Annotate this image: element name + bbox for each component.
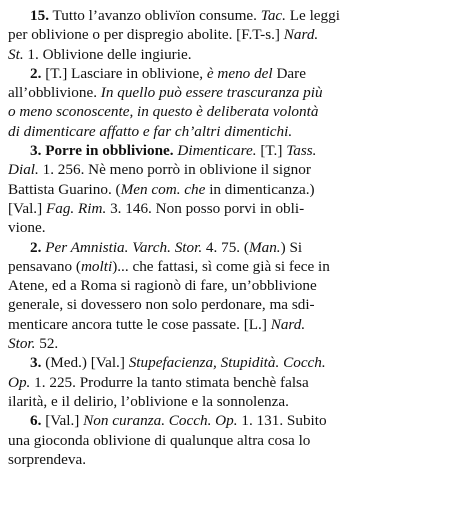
text-run: (Med.) [Val.]	[41, 354, 129, 372]
text-run: di dimenticare affatto e far ch’altri dimentichi.	[8, 122, 293, 140]
dictionary-entry	[8, 64, 461, 141]
text-run: [Val.]	[41, 412, 84, 430]
text-run: St.	[8, 45, 24, 63]
text-run: Battista Guarino. (	[8, 180, 121, 198]
text-run: Le leggi	[285, 7, 340, 24]
text-run: ilarità, e il delirio, l’oblivione e la sonnolenza.	[8, 392, 289, 410]
entry-line	[8, 64, 461, 83]
entry-line	[8, 431, 461, 450]
text-run: Op.	[8, 373, 31, 391]
text-run: per oblivione o per dispregio abolite. [F.T-s.]	[8, 26, 284, 44]
entry-line	[8, 450, 461, 469]
text-run: Fag. Rim.	[45, 199, 107, 217]
text-run: 52.	[35, 335, 59, 353]
text-run: Tac.	[260, 7, 286, 24]
entry-line	[8, 45, 461, 64]
entry-line	[8, 315, 461, 334]
entry-line	[8, 160, 461, 179]
entry-line	[8, 295, 461, 314]
text-run: 4. 75. (	[202, 238, 249, 256]
text-run: Dare	[272, 64, 306, 82]
entry-line	[8, 102, 461, 121]
entry-line	[8, 122, 461, 141]
dictionary-entry	[8, 141, 461, 237]
entry-line	[8, 141, 461, 160]
text-run: 15.	[30, 7, 49, 24]
text-run: 2.	[30, 64, 42, 82]
text-run: pensavano (	[8, 257, 81, 275]
entry-line	[8, 276, 461, 295]
entry-line	[8, 199, 461, 218]
text-run: Tass.	[286, 142, 317, 160]
text-run: vione.	[8, 219, 46, 237]
text-run: Men com. che	[120, 180, 206, 198]
entry-line	[8, 392, 461, 411]
dictionary-entry	[8, 238, 461, 354]
text-run: sorprendeva.	[8, 450, 87, 468]
text-run: Per Amnistia. Varch. Stor.	[45, 238, 203, 256]
text-run: [T.]	[256, 142, 287, 160]
text-run: Dimenticare.	[177, 142, 257, 160]
text-run: o meno sconoscente, in questo è deliberata volontà	[8, 103, 319, 121]
entry-line	[8, 257, 461, 276]
text-run: è meno del	[206, 64, 273, 82]
entry-line	[8, 353, 461, 372]
text-run: generale, si dovessero non solo perdonare, ma sdi-	[8, 296, 315, 314]
dictionary-entry	[8, 353, 461, 411]
text-run: all’obblivione.	[8, 84, 101, 102]
text-run: 3. 146. Non posso porvi in obli-	[106, 199, 305, 217]
text-run: Stor.	[8, 335, 36, 353]
entry-line	[8, 180, 461, 199]
text-run: Nard.	[270, 315, 306, 333]
text-run: ) Si	[280, 238, 303, 256]
text-run: una gioconda oblivione di qualunque altra cosa lo	[8, 431, 311, 449]
text-run: [T.] Lasciare in oblivione,	[41, 64, 207, 82]
text-run: 1. 225. Produrre la tanto stimata benchè falsa	[30, 373, 309, 391]
text-run: molti	[80, 257, 113, 275]
text-run: Non curanza. Cocch. Op.	[83, 412, 238, 430]
text-run: Nard.	[283, 26, 319, 44]
text-run: 6.	[30, 412, 42, 430]
entry-line	[8, 218, 461, 237]
entry-line	[8, 83, 461, 102]
entry-line	[8, 334, 461, 353]
text-run: Atene, ed a Roma si ragionò di fare, un’obblivione	[8, 277, 317, 295]
dictionary-entry	[8, 411, 461, 469]
text-run: 1. 131. Subito	[237, 412, 327, 430]
text-run: 1. 256. Nè meno porrò in oblivione il signor	[38, 161, 311, 179]
text-run: )... che fattasi, sì come già si fece in	[112, 257, 330, 275]
text-run: menticare ancora tutte le cose passate. [L.]	[8, 315, 271, 333]
text-run: 3. Porre in obblivione.	[30, 142, 174, 160]
entry-line	[8, 25, 461, 44]
entry-line	[8, 411, 461, 430]
text-run: in dimenticanza.)	[205, 180, 315, 198]
text-run: Dial.	[8, 161, 39, 179]
text-run: Stupefacienza, Stupidità. Cocch.	[128, 354, 326, 372]
entry-line	[8, 6, 461, 25]
dictionary-entry	[8, 6, 461, 64]
text-run: 3.	[30, 354, 42, 372]
text-run: [Val.]	[8, 199, 46, 217]
text-run: 1. Oblivione delle ingiurie.	[23, 45, 192, 63]
text-run: In quello può essere trascuranza più	[100, 84, 323, 102]
entry-line	[8, 373, 461, 392]
text-run: Man.	[248, 238, 281, 256]
text-run: Tutto l’avanzo oblivïon consume.	[48, 7, 261, 24]
entry-line	[8, 238, 461, 257]
text-run: 2.	[30, 238, 42, 256]
